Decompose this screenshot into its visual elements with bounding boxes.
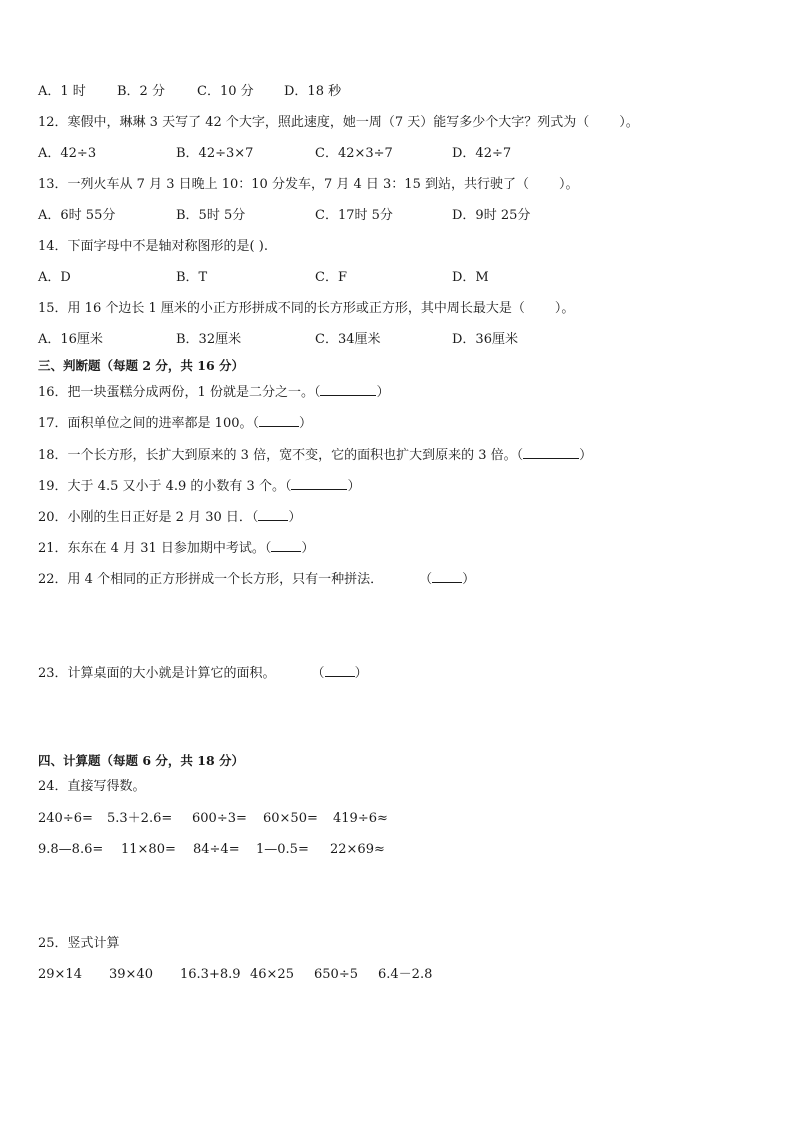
q24-item: 1—0.5= [256,842,309,857]
q15-option-b: B．32厘米 [176,332,242,347]
q14-option-d: D．M [452,270,489,285]
q21-text-end: ） [301,541,315,556]
q14-option-c: C．F [315,270,347,285]
q24-item: 22×69≈ [330,842,385,857]
q23-text-end: ） [354,666,368,681]
q21-statement [38,539,314,558]
q22-text-end: ） [462,572,476,587]
q18-text: 18．一个长方形，长扩大到原来的 3 倍，宽不变，它的面积也扩大到原来的 3 倍。（ [38,448,524,463]
q25-item: 650÷5 [314,967,358,982]
q12-option-c: C．42×3÷7 [315,146,393,161]
q15-option-a: A．16厘米 [38,332,103,347]
q15-option-c: C．34厘米 [315,332,381,347]
section-4-heading: 四、计算题（每题 6 分，共 18 分） [38,753,245,768]
q15-option-d: D．36厘米 [452,332,518,347]
q21-text: 21．东东在 4 月 31 日参加期中考试。（ [38,541,272,556]
q17-answer-blank[interactable] [259,414,299,427]
q25-title: 25．竖式计算 [38,936,120,951]
q12-option-a: A．42÷3 [38,146,97,161]
q20-statement [38,508,301,527]
q24-item: 9.8—8.6= [38,842,104,857]
q24-item: 240÷6= [38,811,93,826]
q12-question [38,114,639,132]
q16-statement [38,383,389,402]
q23-statement [38,664,368,683]
q16-answer-blank[interactable] [320,383,376,396]
q17-statement [38,414,312,433]
q13-text-end: ）。 [558,177,579,192]
q19-text-end: ） [347,479,361,494]
q11-option-b: B．2 分 [117,84,165,99]
q18-text-end: ） [579,448,593,463]
q22-answer-blank[interactable] [432,570,462,583]
q13-option-b: B．5时 5分 [176,208,246,223]
q24-item: 60×50= [263,811,318,826]
q18-answer-blank[interactable] [523,446,579,459]
q22-statement [38,570,475,589]
q15-text-end: ）。 [554,301,575,316]
q24-item: 600÷3= [192,811,247,826]
q25-item: 46×25 [250,967,294,982]
q22-text: 22．用 4 个相同的正方形拼成一个长方形，只有一种拼法． [38,572,384,587]
q24-item: 11×80= [121,842,176,857]
q20-text: 20．小刚的生日正好是 2 月 30 日．（ [38,510,259,525]
q13-option-d: D．9时 25分 [452,208,531,223]
q25-item: 16.3+8.9 [180,967,241,982]
q24-item: 84÷4= [193,842,240,857]
q11-option-c: C．10 分 [197,84,254,99]
q19-statement [38,477,360,496]
q21-answer-blank[interactable] [271,539,301,552]
q11-option-d: D．18 秒 [284,84,342,99]
q22-paren-open: （ [419,572,433,587]
q18-statement [38,446,592,465]
q24-item: 419÷6≈ [333,811,388,826]
q14-question: 14．下面字母中不是轴对称图形的是( ). [38,239,268,254]
q17-text: 17．面积单位之间的进率都是 100。（ [38,416,259,431]
q17-text-end: ） [299,416,313,431]
q13-option-a: A．6时 55分 [38,208,116,223]
q20-answer-blank[interactable] [258,508,288,521]
q13-option-c: C．17时 5分 [315,208,393,223]
q13-text: 13．一列火车从 7 月 3 日晚上 10：10 分发车，7 月 4 日 3：15 到站，共行驶了（ [38,177,529,192]
q14-option-b: B．T [176,270,208,285]
q23-paren-open: （ [311,666,325,681]
q24-title: 24．直接写得数。 [38,779,146,794]
q24-item: 5.3＋2.6= [107,811,173,826]
q12-option-b: B．42÷3×7 [176,146,254,161]
q15-text: 15．用 16 个边长 1 厘米的小正方形拼成不同的长方形或正方形，其中周长最大是（ [38,301,525,316]
q20-text-end: ） [288,510,302,525]
q11-option-a: A．1 时 [38,84,86,99]
q23-text: 23．计算桌面的大小就是计算它的面积。 [38,666,276,681]
q14-option-a: A．D [38,270,71,285]
section-3-heading: 三、判断题（每题 2 分，共 16 分） [38,358,245,373]
q16-text-end: ） [376,385,390,400]
q15-question [38,300,574,318]
q12-option-d: D．42÷7 [452,146,512,161]
q25-item: 39×40 [109,967,153,982]
q23-answer-blank[interactable] [325,664,355,677]
q25-item: 29×14 [38,967,82,982]
q19-text: 19．大于 4.5 又小于 4.9 的小数有 3 个。（ [38,479,292,494]
q19-answer-blank[interactable] [291,477,347,490]
q12-text: 12．寒假中，琳琳 3 天写了 42 个大字，照此速度，她一周（7 天）能写多少个大字？列式为（ [38,115,590,130]
q25-item: 6.4－2.8 [378,967,433,982]
q12-text-end: ）。 [619,115,639,130]
q13-question [38,176,579,194]
q16-text: 16．把一块蛋糕分成两份，1 份就是二分之一。（ [38,385,321,400]
